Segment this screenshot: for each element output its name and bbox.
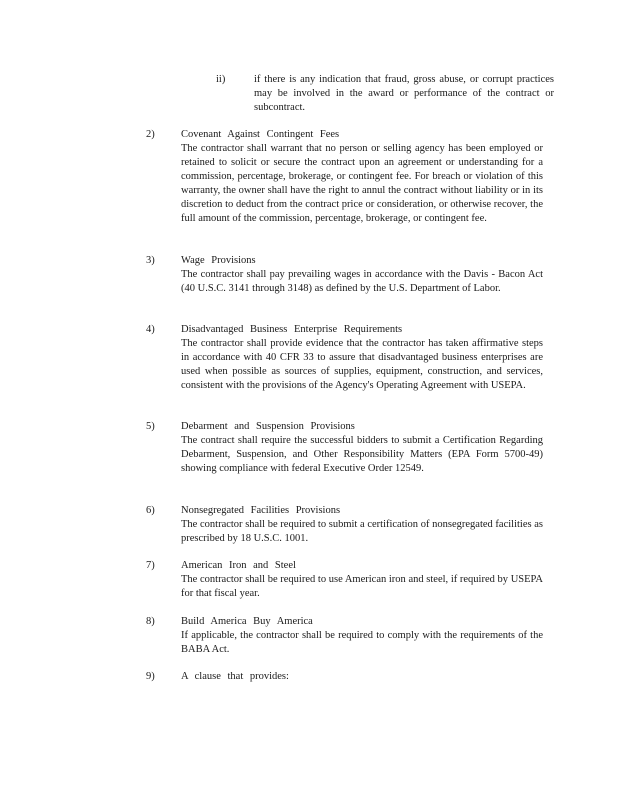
clause-text: If applicable, the contractor shall be required to comply with the requirements of the BABA Act. bbox=[181, 630, 543, 655]
sub-item-text: if there is any indication that fraud, gross abuse, or corrupt practices may be involved in the award or performance of the contract or subcontract. bbox=[254, 74, 554, 113]
clause-number: 9) bbox=[146, 671, 155, 682]
clause-text: The contractor shall be required to submit a certification of nonsegregated facilities as prescribed by 18 U.S.C. 1001. bbox=[181, 519, 543, 544]
clause-text: The contract shall require the successful bidders to submit a Certification Regarding Debarment, Suspension, and Other Responsibility Matters (EPA Form 5700-49) showing compliance with federal Executive Order 12549. bbox=[181, 435, 543, 474]
clause-title: A clause that provides: bbox=[181, 671, 289, 682]
clause-text: The contractor shall be required to use American iron and steel, if required by USEPA for that fiscal year. bbox=[181, 574, 543, 599]
clause-number: 8) bbox=[146, 616, 155, 627]
clause-text: The contractor shall pay prevailing wages in accordance with the Davis - Bacon Act (40 U.S.C. 3141 through 3148) as defined by the U.S. Department of Labor. bbox=[181, 269, 543, 294]
clause-number: 6) bbox=[146, 505, 155, 516]
clause-title: American Iron and Steel bbox=[181, 560, 296, 571]
clause-number: 3) bbox=[146, 255, 155, 266]
clause-title: Debarment and Suspension Provisions bbox=[181, 421, 355, 432]
clause-title: Covenant Against Contingent Fees bbox=[181, 129, 340, 140]
clause-number: 4) bbox=[146, 324, 155, 335]
clause-title: Wage Provisions bbox=[181, 255, 256, 266]
clause-text: The contractor shall provide evidence that the contractor has taken affirmative steps in accordance with 40 CFR 33 to assure that disadvantaged business enterprises are used when possible as sources of supplies, equipment, construction, and services, consistent with the provisions of the Agency's Operating Agreement with USEPA. bbox=[181, 338, 543, 391]
clause-title: Build America Buy America bbox=[181, 616, 313, 627]
clause-text: The contractor shall warrant that no person or selling agency has been employed or retained to solicit or secure the contract upon an agreement or understanding for a commission, percentage, brokerage, or contingent fee. For breach or violation of this warranty, the owner shall have the right to annul the contract without liability or in its discretion to deduct from the contract price or consideration, or otherwise recover, the full amount of the commission, percentage, brokerage, or contingent fee. bbox=[181, 143, 543, 224]
clause-number: 7) bbox=[146, 560, 155, 571]
clause-number: 5) bbox=[146, 421, 155, 432]
clause-number: 2) bbox=[146, 129, 155, 140]
clause-title: Disadvantaged Business Enterprise Requirements bbox=[181, 324, 403, 335]
clause-title: Nonsegregated Facilities Provisions bbox=[181, 505, 341, 516]
sub-item-number: ii) bbox=[216, 74, 226, 85]
